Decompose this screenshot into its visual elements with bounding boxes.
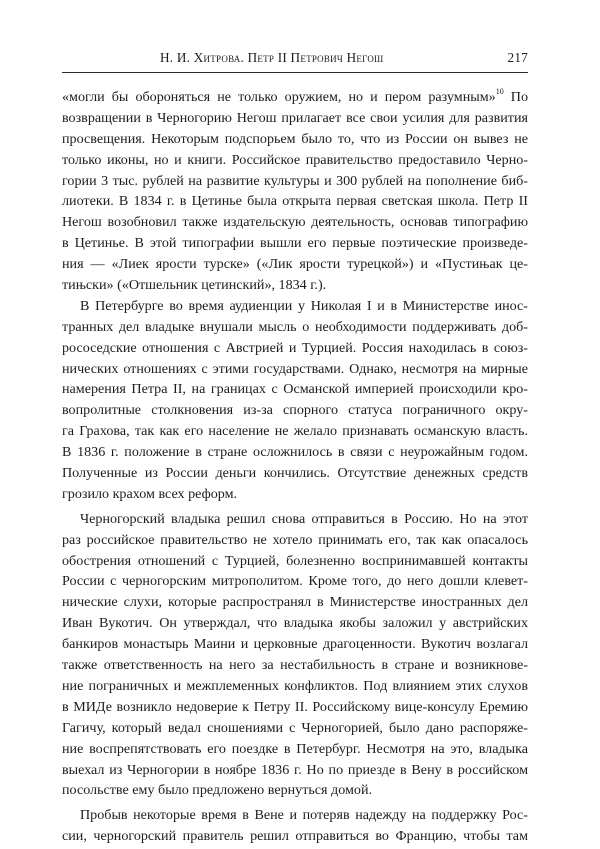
text-line: нические слухи, которые распространял в Министерстве иностранных дел xyxy=(62,594,528,611)
text-line: вопролитные столкновения из-за спорного статуса пограничного окру- xyxy=(62,402,528,419)
text-line: Пробыв некоторые время в Вене и потеряв надежду на поддержку Рос- xyxy=(80,807,528,824)
text-line: посольстве ему было предложено вернуться домой. xyxy=(62,782,373,799)
text-line: гории 3 тыс. рублей на развитие культуры и 300 рублей на пополнение биб- xyxy=(62,172,528,189)
text-line: ние воспрепятствовать его поездке в Петербург. Несмотря на это, владыка xyxy=(62,740,528,757)
text-line: в МИДе возникло недоверие к Петру II. Российскому вице-консулу Еремию xyxy=(62,698,528,715)
text-line: Иван Вукотич. Он утверждал, что владыка якобы заложил у австрийских xyxy=(62,615,528,632)
text-line: банкиров монастырь Маини и церковные драгоценности. Вукотич возлагал xyxy=(62,636,528,653)
text-line: выехал из Черногории в ноябре 1836 г. Но по приезде в Вену в российском xyxy=(62,761,528,778)
text-line: раз российское правительство не хотело принимать его, так как опасалось xyxy=(62,531,528,548)
text-line: также ответственность на него за нестабильность в стране и возникнове- xyxy=(62,657,528,674)
text-line: ние пограничных и межплеменных конфликтов. Под влиянием этих слухов xyxy=(62,677,528,694)
header-rule xyxy=(62,72,528,73)
text-line: сии, черногорский правитель решил отправиться во Францию, чтобы там xyxy=(62,828,528,845)
text-line: В Петербурге во время аудиенции у Николая I и в Министерстве инос- xyxy=(80,297,528,314)
text-line: Негош возобновил также издательскую деятельность, основав типографию xyxy=(62,214,528,231)
text-line: в Цетинье. В этой типографии вышли его первые поэтические произведе- xyxy=(62,235,528,252)
footnote-ref[interactable]: 10 xyxy=(495,87,504,97)
text-line: только иконы, но и книги. Российское правительство предоставило Черно- xyxy=(62,151,528,168)
text-line: нических отношениях с этими государствами. Однако, несмотря на мирные xyxy=(62,360,528,377)
running-header xyxy=(62,50,528,70)
text-line: просвещения. Некоторым подспорьем было то, что из России он вывез не xyxy=(62,130,528,147)
text-line: обострения отношений с Турцией, болезненно воспринимавшей контакты xyxy=(62,552,528,569)
text-line: тињски» («Отшельник цетинский», 1834 г.). xyxy=(62,277,327,294)
text-line: ния — «Лиек ярости турске» («Лик ярости турецкой») и «Пустињак це- xyxy=(62,256,528,273)
text-line: рососедские отношения с Австрией и Турцией. Россия находилась в союз- xyxy=(62,339,528,356)
text-line: намерения Петра II, на границах с Османской империей происходили кро- xyxy=(62,381,528,398)
text-line: возвращении в Черногорию Негош прилагает все свои усилия для развития xyxy=(62,109,528,126)
body-text xyxy=(62,87,528,847)
text-line: Черногорский владыка решил снова отправиться в Россию. Но на этот xyxy=(80,510,528,527)
text-line: лиотеки. В 1834 г. в Цетинье была открыта первая светская школа. Петр II xyxy=(62,193,528,210)
text-line: Полученные из России деньги кончились. Отсутствие денежных средств xyxy=(62,465,528,482)
running-title: Н. И. Хитрова. Петр II Петрович Негош xyxy=(160,50,384,65)
text-line: России с черногорским митрополитом. Кроме того, до него дошли клевет- xyxy=(62,573,528,590)
text-line: га Грахова, так как его население не желало признавать османскую власть. xyxy=(62,423,528,440)
text-line: Гагичу, который ведал сношениями с Черногорией, было дано распоряже- xyxy=(62,719,528,736)
text-line: В 1836 г. положение в стране осложнилось в связи с неурожайным годом. xyxy=(62,444,528,461)
page-number: 217 xyxy=(507,50,528,65)
text-line: «могли бы обороняться не только оружием, но и пером разумным»$^{10}$ По xyxy=(62,87,529,105)
text-line: грозило крахом всех реформ. xyxy=(62,485,238,502)
text-line: транных дел владыке внушали мысль о необходимости поддерживать доб- xyxy=(62,318,528,335)
